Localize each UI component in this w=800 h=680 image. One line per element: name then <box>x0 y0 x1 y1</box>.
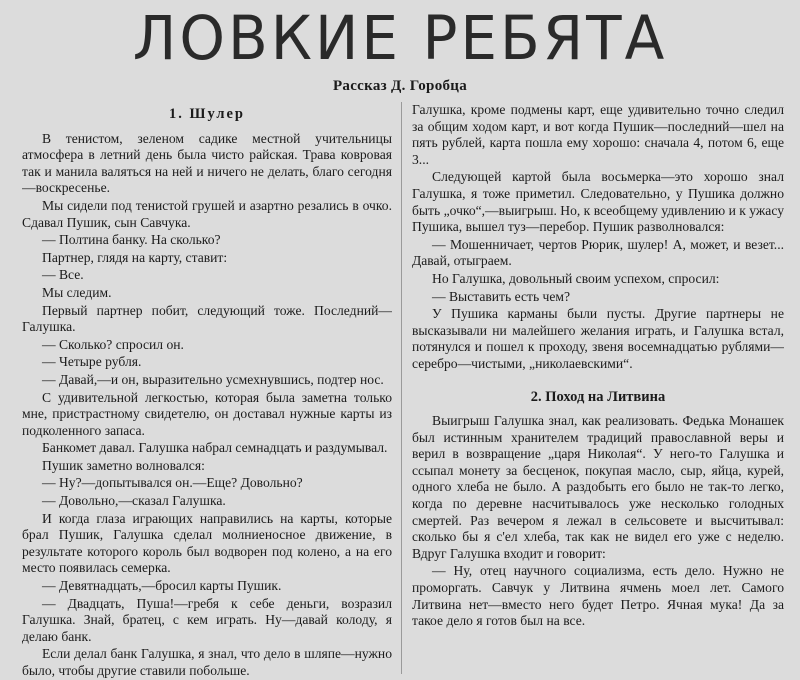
paragraph: С удивительной легкостью, которая была заметна только мне, пристрастному свидетелю, он доставал нужные карты из подколенного запаса. <box>22 389 392 438</box>
paragraph: Пушик заметно волновался: <box>42 457 205 473</box>
section-heading-2: 2. Поход на Литвина <box>530 388 666 405</box>
paragraph: — Ну, отец научного социализма, есть дело. Нужно не проморгать. Савчук у Литвина ячмень моел лет. Самого Литвина нет—вместо него будет Петро. Ячная мука! Да за такое дело я готов был на все. <box>412 563 784 629</box>
paragraph: Выигрыш Галушка знал, как реализовать. Федька Монашек был истинным хранителем традиций православной веры и верил в возвращение „царя Николая“. У него-то Галушка и ссыпал монету за бесценок, покупая масло, сыр, яйца, курей, одного хлеба не было. А раздобыть его было не так-то легко, когда по деревне насчитывалось уже несколько голодных смертей. Раз вечером я лежал в сельсовете и высчитывал: сколько бы я с'ел хлеба, так как не видел его уже с неделю. Вдруг Галушка входит и говорит: <box>412 413 784 561</box>
left-column <box>22 102 392 680</box>
paragraph: — Довольно,—сказал Галушка. <box>42 493 226 509</box>
paragraph: Галушка, кроме подмены карт, еще удивительно точно следил за общим ходом карт, и вот когда Пушик—последний—шел на пять рублей, карта пошла ему хорошо: сначала 4, потом 6, еще 3... <box>412 102 784 167</box>
paragraph: Первый партнер побит, следующий тоже. Последний—Галушка. <box>22 302 392 335</box>
paragraph: Партнер, глядя на карту, ставит: <box>42 249 228 265</box>
paragraph: — Четыре рубля. <box>42 354 142 370</box>
paragraph: — Полтина банку. На сколько? <box>42 232 221 248</box>
paragraph: — Двадцать, Пуша!—гребя к себе деньги, возразил Галушка. Знай, братец, с кем играть. Ну—давай колоду, я делаю банк. <box>22 595 392 644</box>
paragraph: Следующей картой была восьмерка—это хорошо знал Галушка, я тоже приметил. Следовательно, у Пушика должно быть „очко“,—выигрыш. Но, к всеобщему удивлению и к ужасу Пушика, вышел туз—перебор. Пушик разволновался: <box>412 169 784 235</box>
paragraph: — Выставить есть чем? <box>432 288 571 304</box>
article-byline: Рассказ Д. Горобца <box>332 78 468 94</box>
paragraph: — Девятнадцать,—бросил карты Пушик. <box>42 578 282 594</box>
paragraph: У Пушика карманы были пусты. Другие партнеры не высказывали ни малейшего желания играть, и Галушка встал, потянулся и пошел к проходу, звеня восемнадцатью рублями—серебро—чистыми, „николаевскими“. <box>412 306 784 371</box>
paragraph: Мы сидели под тенистой грушей и азартно резались в очко. Сдавал Пушик, сын Савчука. <box>22 197 392 230</box>
article-title: ЛОВКИЕ РЕБЯТА <box>132 2 668 74</box>
paragraph: Но Галушка, довольный своим успехом, спросил: <box>432 270 720 286</box>
section-heading-1: 1. Шулер <box>169 106 245 122</box>
right-column <box>412 102 784 680</box>
paragraph: — Все. <box>42 267 84 283</box>
paragraph: — Сколько? спросил он. <box>42 336 184 352</box>
column-divider <box>401 102 402 674</box>
paragraph: И когда глаза играющих направились на карты, которые брал Пушик, Галушка сделал молниеносное движение, в результате которого король был водворен под колено, а на его место появилась семерка. <box>22 510 392 576</box>
paragraph: — Мошенничает, чертов Рюрик, шулер! А, может, и везет... Давай, отыграем. <box>412 236 784 269</box>
paragraph: — Ну?—допытывался он.—Еще? Довольно? <box>42 475 303 491</box>
paragraph: Мы следим. <box>42 284 112 300</box>
paragraph: Банкомет давал. Галушка набрал семнадцать и раздумывал. <box>42 440 388 456</box>
paragraph: — Давай,—и он, выразительно усмехнувшись, подтер нос. <box>42 371 384 387</box>
section-gap <box>412 374 784 385</box>
paragraph: В тенистом, зеленом садике местной учительницы атмосфера в летний день была чисто райская. Трава ковровая так и манила валяться на ней и ничего не делать, благо сегодня—воскресенье. <box>22 130 392 196</box>
paragraph: Если делал банк Галушка, я знал, что дело в шляпе—нужно было, чтобы другие ставили побольше. <box>22 646 392 678</box>
